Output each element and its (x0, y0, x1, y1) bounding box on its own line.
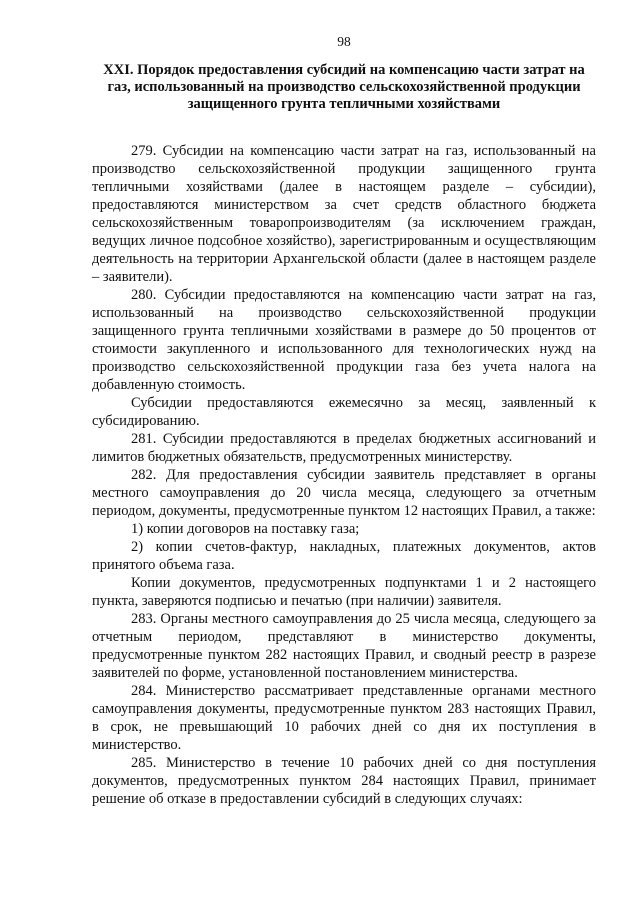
page-number: 98 (337, 34, 351, 49)
paragraph-285: 285. Министерство в течение 10 рабочих дней со дня поступления документов, предусмотренных пунктом 284 настоящих Правил, принимает решение об отказе в предоставлении субсидий в следующих случаях: (92, 755, 596, 807)
paragraph-281: 281. Субсидии предоставляются в пределах бюджетных ассигнований и лимитов бюджетных обязательств, предусмотренных министерству. (92, 431, 596, 465)
paragraph-280: 280. Субсидии предоставляются на компенсацию части затрат на газ, использованный на производство сельскохозяйственной продукции защищенного грунта тепличными хозяйствами в размере до 50 процентов от стоимости закупленного и использованного для технологических нужд на производство сельскохозяйственной продукции газа без учета налога на добавленную стоимость. (92, 287, 596, 393)
paragraph-284: 284. Министерство рассматривает представленные органами местного самоуправления документы, предусмотренные пунктом 283 настоящих Правил, в срок, не превышающий 10 рабочих дней со дня их поступления в министерство. (92, 683, 596, 753)
paragraph-283: 283. Органы местного самоуправления до 25 числа месяца, следующего за отчетным периодом, представляют в министерство документы, предусмотренные пунктом 282 настоящих Правил, и сводный реестр в разрезе заявителей по форме, установленной постановлением министерства. (92, 611, 596, 681)
paragraph-282-copies: Копии документов, предусмотренных подпунктами 1 и 2 настоящего пункта, заверяются подписью и печатью (при наличии) заявителя. (92, 575, 596, 609)
section-title: XXI. Порядок предоставления субсидий на компенсацию части затрат на газ, использованный на производство сельскохозяйственной продукции защищенного грунта тепличными хозяйствами (103, 62, 585, 112)
list-item-1: 1) копии договоров на поставку газа; (131, 521, 360, 537)
body-text (92, 142, 596, 808)
paragraph-282: 282. Для предоставления субсидии заявитель представляет в органы местного самоуправления до 20 числа месяца, следующего за отчетным периодом, документы, предусмотренные пунктом 12 настоящих Правил, а также: (92, 467, 596, 519)
list-item-2: 2) копии счетов-фактур, накладных, платежных документов, актов принятого объема газа. (92, 539, 596, 573)
paragraph-279: 279. Субсидии на компенсацию части затрат на газ, использованный на производство сельскохозяйственной продукции защищенного грунта тепличными хозяйствами (далее в настоящем разделе – субсидии), предоставляются министерством за счет средств областного бюджета сельскохозяйственным товаропроизводителям (за исключением граждан, ведущих личное подсобное хозяйство), зарегистрированным и осуществляющим деятельность на территории Архангельской области (далее в настоящем разделе – заявители). (92, 143, 596, 285)
paragraph-280-monthly: Субсидии предоставляются ежемесячно за месяц, заявленный к субсидированию. (92, 395, 596, 429)
